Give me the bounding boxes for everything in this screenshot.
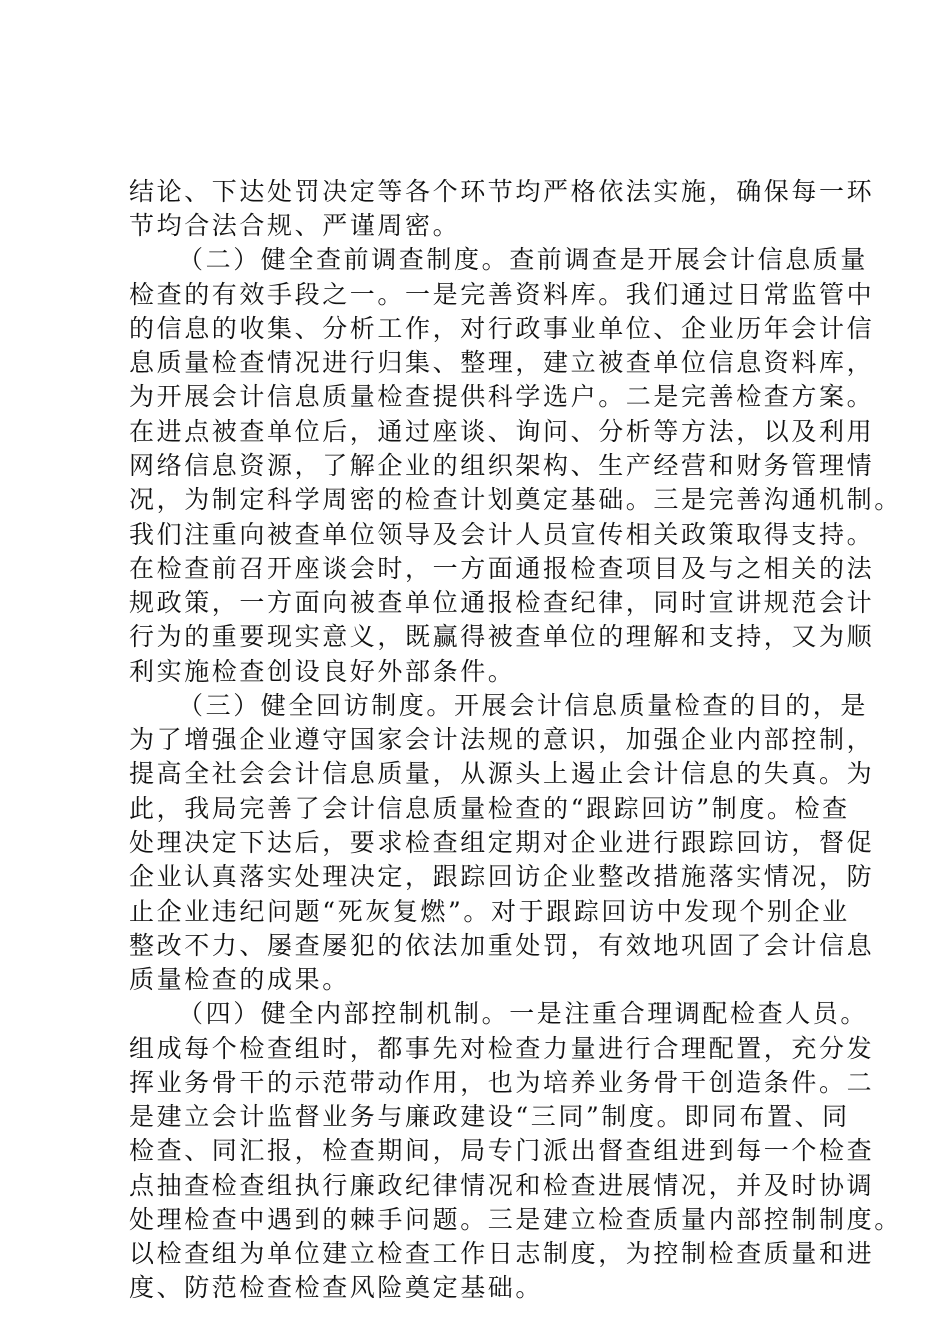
paragraph-heading-3: （三）健全回访制度。开展会计信息质量检查的目的，是 xyxy=(178,691,869,720)
text-line: 规政策，一方面向被查单位通报检查纪律，同时宣讲规范会计 xyxy=(129,588,875,617)
text-line: 整改不力、屡查屡犯的依法加重处罚，有效地巩固了会计信息 xyxy=(129,931,875,960)
text-line: 此，我局完善了会计信息质量检查的“跟踪回访”制度。检查 xyxy=(129,794,850,823)
text-line: 在检查前召开座谈会时，一方面通报检查项目及与之相关的法 xyxy=(129,554,875,583)
text-line: 止企业违纪问题“死灰复燃”。对于跟踪回访中发现个别企业 xyxy=(129,897,850,926)
text-line: 组成每个检查组时，都事先对检查力量进行合理配置，充分发 xyxy=(129,1034,875,1063)
text-line: 度、防范检查检查风险奠定基础。 xyxy=(129,1273,544,1302)
text-line: 息质量检查情况进行归集、整理，建立被查单位信息资料库， xyxy=(129,348,875,377)
text-line: 检查、同汇报，检查期间，局专门派出督查组进到每一个检查 xyxy=(129,1136,875,1165)
text-line: 为了增强企业遵守国家会计法规的意识，加强企业内部控制， xyxy=(129,725,875,754)
text-line: 处理检查中遇到的棘手问题。三是建立检查质量内部控制制度。 xyxy=(129,1205,902,1234)
text-line: 节均合法合规、严谨周密。 xyxy=(129,211,461,240)
text-line: 我们注重向被查单位领导及会计人员宣传相关政策取得支持。 xyxy=(129,520,875,549)
text-line: 网络信息资源，了解企业的组织架构、生产经营和财务管理情 xyxy=(129,451,875,480)
text-line: 利实施检查创设良好外部条件。 xyxy=(129,657,516,686)
text-line: 结论、下达处罚决定等各个环节均严格依法实施，确保每一环 xyxy=(129,177,875,206)
text-line: 行为的重要现实意义，既赢得被查单位的理解和支持，又为顺 xyxy=(129,622,875,651)
text-line: 以检查组为单位建立检查工作日志制度，为控制检查质量和进 xyxy=(129,1239,875,1268)
text-line: 质量检查的成果。 xyxy=(129,965,350,994)
text-line: 是建立会计监督业务与廉政建设“三同”制度。即同布置、同 xyxy=(129,1102,850,1131)
text-line: 况，为制定科学周密的检查计划奠定基础。三是完善沟通机制。 xyxy=(129,485,902,514)
paragraph-heading-4: （四）健全内部控制机制。一是注重合理调配检查人员。 xyxy=(178,999,869,1028)
text-line: 企业认真落实处理决定，跟踪回访企业整改措施落实情况，防 xyxy=(129,862,875,891)
text-line: 点抽查检查组执行廉政纪律情况和检查进展情况，并及时协调 xyxy=(129,1171,875,1200)
text-line: 在进点被查单位后，通过座谈、询问、分析等方法，以及利用 xyxy=(129,417,875,446)
text-line: 为开展会计信息质量检查提供科学选户。二是完善检查方案。 xyxy=(129,382,875,411)
text-line: 提高全社会会计信息质量，从源头上遏止会计信息的失真。为 xyxy=(129,759,875,788)
text-line: 挥业务骨干的示范带动作用，也为培养业务骨干创造条件。二 xyxy=(129,1068,875,1097)
text-line: 检查的有效手段之一。一是完善资料库。我们通过日常监管中 xyxy=(129,280,875,309)
paragraph-heading-2: （二）健全查前调查制度。查前调查是开展会计信息质量 xyxy=(178,245,869,274)
text-line: 的信息的收集、分析工作，对行政事业单位、企业历年会计信 xyxy=(129,314,875,343)
text-line: 处理决定下达后，要求检查组定期对企业进行跟踪回访，督促 xyxy=(129,828,875,857)
